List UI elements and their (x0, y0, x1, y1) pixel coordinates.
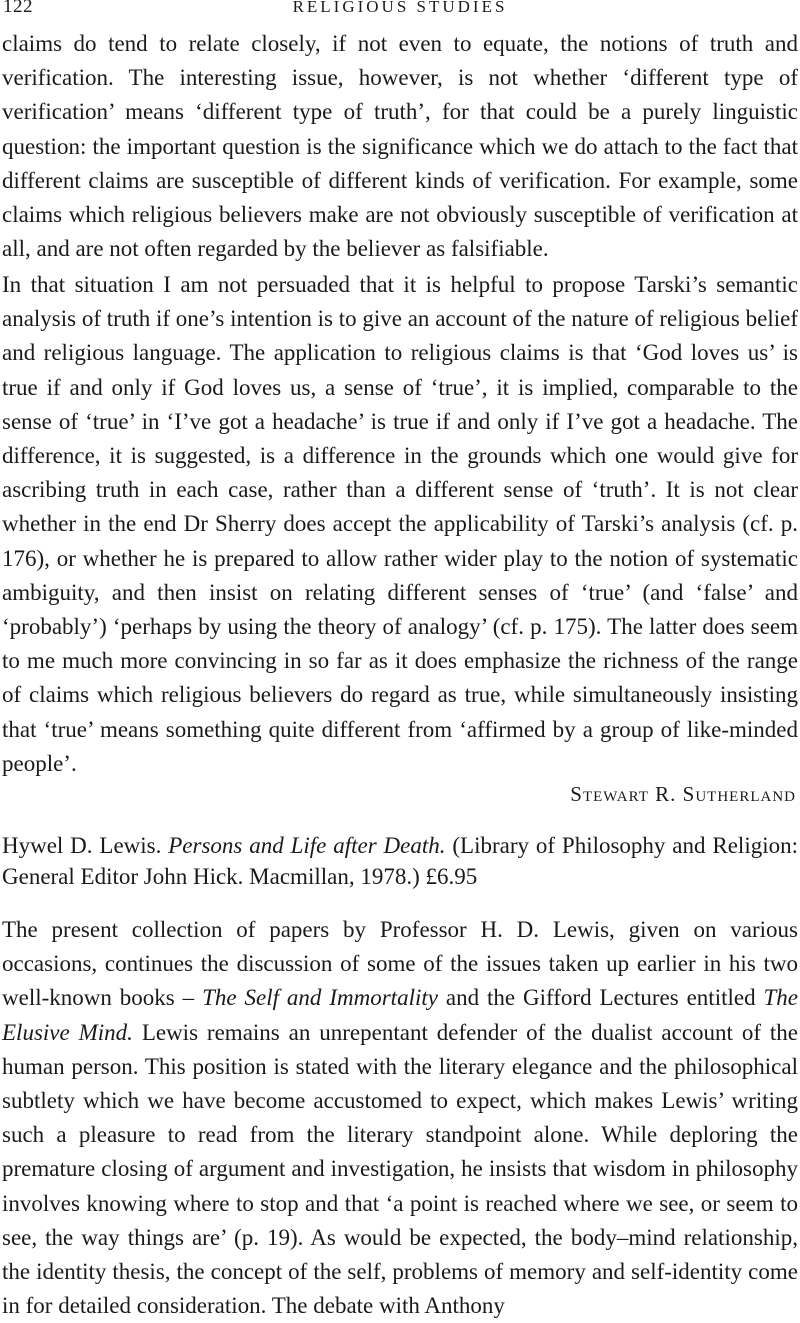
book-title-self-and-immortality: The Self and Immortality (202, 985, 438, 1011)
body-text: The present collection of papers by Professor H. D. Lewis, given on various occasions, continues the discussion of some of the issues taken up earlier in his two well-known books – (2, 917, 798, 1011)
review-body-paragraph (2, 913, 798, 1323)
previous-review-paragraph-1 (2, 27, 798, 266)
paragraph-text: In that situation I am not persuaded that it is helpful to propose Tarski’s semantic analysis of truth if one’s intention is to give an account of the nature of religious belief and religious language. The application to religious claims is that ‘God loves us’ is true if and only if God loves us, a sense of ‘true’, it is implied, comparable to the sense of ‘true’ in ‘I’ve got a headache’ is true if and only if I’ve got a headache. The difference, it is suggested, is a difference in the grounds which one would give for ascribing truth in each case, rather than a different sense of ‘truth’. It is not clear whether in the end Dr Sherry does accept the applicability of Tarski’s analysis (cf. p. 176), or whether he is prepared to allow rather wider play to the notion of systematic ambiguity, and then insist on relating different senses of ‘true’ (and ‘false’ and ‘probably’) ‘perhaps by using the theory of analogy’ (cf. p. 175). The latter does seem to me much more convincing in so far as it does emphasize the richness of the range of claims which religious believers do regard as true, while simultaneously insisting that ‘true’ means something quite different from ‘affirmed by a group of like-minded people’. (2, 272, 798, 776)
book-title-elusive-mind: The Elusive Mind. (2, 985, 798, 1045)
body-text: Lewis remains an unrepentant defender of the dualist account of the human person. This position is stated with the literary elegance and the philosophical subtlety which we have become accustomed to expect, which makes Lewis’ writing such a pleasure to read from the literary standpoint alone. While deploring the premature closing of argument and investigation, he insists that wisdom in philosophy involves knowing where to stop and that ‘a point is reached where we see, or seem to see, the way things are’ (p. 19). As would be expected, the body–mind relationship, the identity thesis, the concept of the self, problems of memory and self-identity come in for detailed consideration. The debate with Anthony (2, 1019, 798, 1319)
review-author: Hywel D. Lewis. (2, 833, 162, 858)
running-head (3, 0, 797, 20)
previous-review-paragraph-2 (2, 268, 798, 781)
page-number: 122 (3, 0, 33, 17)
review-book-title: Persons and Life after Death. (168, 833, 446, 858)
reviewer-signature: Stewart R. Sutherland (570, 782, 796, 806)
running-title: RELIGIOUS STUDIES (292, 0, 508, 16)
review-body (2, 913, 798, 1323)
body-text: and the Gifford Lectures entitled (437, 985, 764, 1011)
review-publication: (Library of Philosophy and Religion: General Editor John Hick. Macmillan, 1978.) £6.95 (2, 833, 798, 889)
review-heading (2, 830, 798, 892)
paragraph-text: claims do tend to relate closely, if not even to equate, the notions of truth and verification. The interesting issue, however, is not whether ‘different type of verification’ means ‘different type of truth’, for that could be a purely linguistic question: the important question is the significance which we do attach to the fact that different claims are susceptible of different kinds of verification. For example, some claims which religious believers make are not obviously susceptible of verification at all, and are not often regarded by the believer as falsifiable. (2, 31, 798, 262)
